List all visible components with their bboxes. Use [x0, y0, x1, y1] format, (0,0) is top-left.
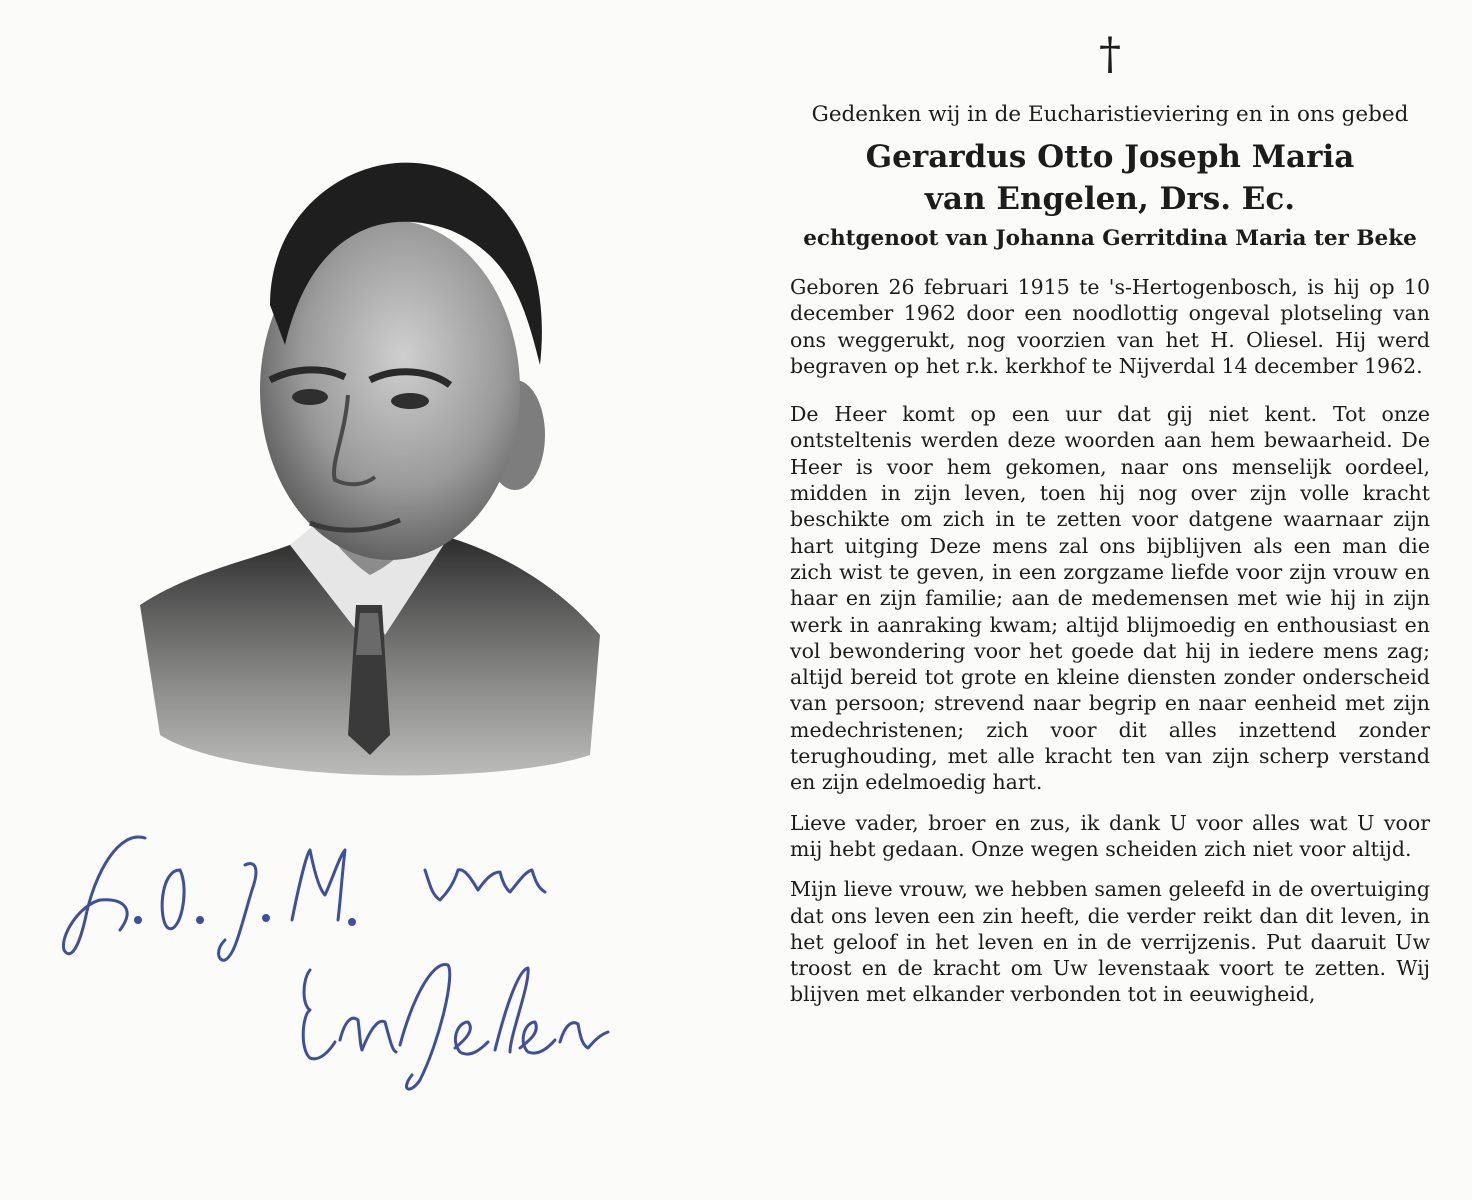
deceased-surname-title: van Engelen, Drs. Ec. — [924, 181, 1296, 217]
intro-line: Gedenken wij in de Eucharistieviering en in ons gebed — [811, 102, 1409, 127]
paragraph-eulogy: De Heer komt op een uur dat gij niet kent. Tot onze ontsteltenis werden deze woorden aan hem bewaarheid. De Heer is voor hem gekomen, naar ons menselijk oordeel, midden in zijn leven, toen hij nog over zijn volle kracht beschikte om zich in te zetten voor datgene waarnaar zijn hart uitging Deze mens zal ons bijblijven als een man die zich wist te geven, in een zorgzame liefde voor zijn vrouw en haar en zijn familie; aan de medemensen met wie hij in zijn werk in aanraking kwam; altijd blijmoedig en enthousiast en vol bewondering voor het goede dat hij in iedere mens zag; altijd bereid tot grote en kleine diensten zonder onderscheid van persoon; strevend naar begrip en naar eenheid met zijn medechristenen; zich voor dit alles inzettend zonder terughouding, met alle kracht ten van zijn scherp verstand en zijn edelmoedig hart. — [790, 402, 1430, 795]
paragraph-birth-death: Geboren 26 februari 1915 te 's-Hertogenbosch, is hij op 10 december 1962 door een noodlottig ongeval plotseling van ons weggerukt, nog voorzien van het H. Oliesel. Hij werd begraven op het r.k. kerkhof te Nijverdal 14 december 1962. — [790, 275, 1430, 378]
portrait-photo — [120, 135, 620, 795]
memorial-text-panel — [790, 30, 1430, 1008]
cross-icon: † — [1099, 29, 1121, 80]
paragraph-wife: Mijn lieve vrouw, we hebben samen geleefd in de overtuiging dat ons leven een zin heeft, die verder reikt dan dit leven, in het geloof in het leven en in de verrijzenis. Put daaruit Uw troost en de kracht om Uw levenstaak voort te zetten. Wij blijven met elkander verbonden tot in eeuwigheid, — [790, 877, 1430, 1007]
handwritten-signature — [40, 810, 640, 1110]
paragraph-family: Lieve vader, broer en zus, ik dank U voor alles wat U voor mij hebt gedaan. Onze wegen scheiden zich niet voor altijd. — [790, 810, 1430, 861]
spouse-line: echtgenoot van Johanna Gerritdina Maria ter Beke — [803, 226, 1417, 251]
deceased-name: Gerardus Otto Joseph Maria — [865, 139, 1355, 175]
